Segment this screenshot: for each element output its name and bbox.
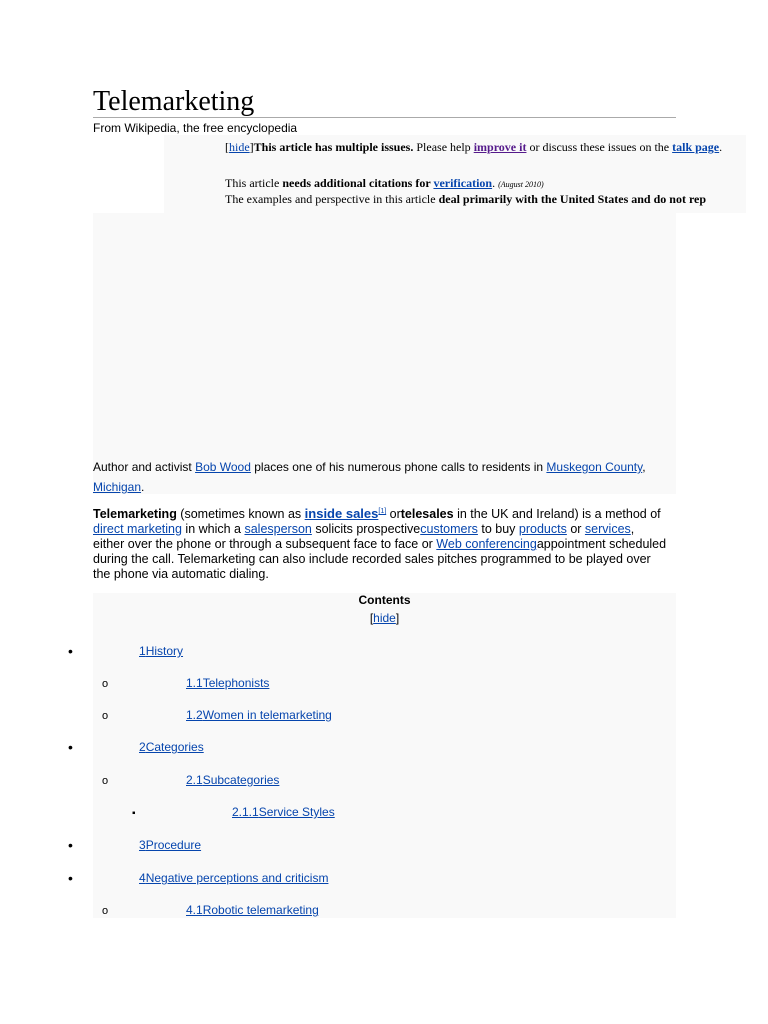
toc-item-robotic-telemarketing[interactable] — [186, 903, 319, 917]
table-of-contents — [93, 593, 676, 918]
web-conferencing-link[interactable]: Web conferencing — [436, 537, 537, 552]
issues-help-text: Please help — [413, 140, 474, 154]
toc-bullet-circle-icon — [102, 903, 108, 918]
lead-t2: or — [386, 507, 401, 522]
lead-t9: appointment scheduled during the call. Telemarketing can also include recorded sales pitches programmed to be played over the phone via automatic dialing. — [93, 537, 667, 582]
customers-link[interactable]: customers — [420, 522, 478, 537]
toc-item-procedure[interactable] — [139, 838, 201, 852]
toc-item-number: 3 — [139, 838, 146, 852]
toc-item-number: 1.2 — [186, 708, 203, 722]
toc-hide-link[interactable]: hide — [373, 611, 396, 625]
caption-end: . — [141, 480, 145, 494]
toc-item-number: 4 — [139, 871, 146, 885]
toc-item-categories[interactable] — [139, 740, 204, 754]
issues-hide-link[interactable]: hide — [229, 140, 250, 154]
toc-bullet-square-icon — [132, 805, 136, 821]
toc-item-history[interactable] — [139, 644, 183, 658]
lead-paragraph — [93, 504, 668, 582]
toc-bullet-disc-icon — [68, 740, 73, 755]
citation-1-link[interactable]: [1] — [378, 508, 387, 515]
michigan-link[interactable]: Michigan — [93, 480, 142, 494]
toc-item-text: Robotic telemarketing — [202, 903, 319, 917]
caption-mid: places one of his numerous phone calls to residents in — [250, 460, 547, 474]
toc-bullet-disc-icon — [68, 871, 73, 886]
toc-item-text: Subcategories — [202, 773, 280, 787]
lead-t3: in the UK and Ireland) is a method of — [453, 507, 661, 522]
toc-item-number: 2 — [139, 740, 146, 754]
toc-bullet-circle-icon — [102, 676, 108, 691]
direct-marketing-link[interactable]: direct marketing — [93, 522, 182, 537]
talk-page-link[interactable]: talk page — [672, 140, 720, 154]
verification-link[interactable]: verification — [433, 176, 493, 190]
image-caption — [93, 457, 653, 497]
lead-t1: (sometimes known as — [176, 507, 305, 522]
issue1-post: . — [492, 176, 499, 190]
issue1-bold: needs additional citations for — [282, 176, 434, 190]
toc-item-number: 2.1 — [186, 773, 203, 787]
issue1-date: (August 2010) — [498, 180, 544, 189]
toc-title: Contents — [358, 593, 411, 607]
toc-item-text: Procedure — [145, 838, 202, 852]
issues-heading: This article has multiple issues. — [253, 140, 414, 154]
toc-hide-toggle — [93, 611, 676, 625]
toc-bullet-disc-icon — [68, 838, 73, 853]
issues-discuss-text: or discuss these issues on the — [526, 140, 673, 154]
issues-period: . — [719, 140, 723, 154]
toc-item-number: 1.1 — [186, 676, 203, 690]
toc-item-text: Service Styles — [258, 805, 335, 819]
toc-item-women-in-telemarketing[interactable] — [186, 708, 332, 722]
toc-item-number: 1 — [139, 644, 146, 658]
lead-t4: in which a — [181, 522, 245, 537]
inside-sales-link[interactable]: inside sales — [304, 506, 379, 522]
tagline: From Wikipedia, the free encyclopedia — [93, 121, 298, 135]
issues-hide-close: ] — [249, 140, 254, 154]
toc-bullet-circle-icon — [102, 773, 108, 788]
caption-pre: Author and activist — [93, 460, 196, 474]
lead-bold-telesales: telesales — [400, 507, 454, 522]
improve-it-link[interactable]: improve it — [473, 140, 527, 154]
toc-bullet-disc-icon — [68, 644, 73, 659]
title-divider — [93, 117, 676, 118]
toc-item-text: Telephonists — [202, 676, 270, 690]
lead-t8: , either over the phone or through a subsequent face to face or — [93, 522, 635, 552]
page-title: Telemarketing — [93, 86, 255, 117]
caption-sep: , — [642, 460, 646, 474]
article-image — [93, 213, 676, 494]
muskegon-county-link[interactable]: Muskegon County — [546, 460, 643, 474]
issue1-pre: This article — [225, 176, 283, 190]
lead-bold-title: Telemarketing — [93, 507, 177, 522]
issues-hide-open: [ — [225, 140, 229, 154]
issue-citations — [225, 176, 544, 192]
issue2-pre: The examples and perspective in this article — [225, 192, 439, 206]
toc-item-negative-perceptions[interactable] — [139, 871, 328, 885]
lead-t5: solicits prospective — [311, 522, 421, 537]
toc-item-number: 2.1.1 — [232, 805, 259, 819]
toc-bullet-circle-icon — [102, 708, 108, 723]
issue2-bold: deal primarily with the United States and do not rep — [438, 192, 707, 206]
issues-header — [225, 140, 725, 154]
toc-item-text: Categories — [145, 740, 204, 754]
toc-item-number: 4.1 — [186, 903, 203, 917]
toc-item-telephonists[interactable] — [186, 676, 269, 690]
toc-item-text: History — [145, 644, 184, 658]
toc-item-subcategories[interactable] — [186, 773, 279, 787]
toc-item-text: Women in telemarketing — [202, 708, 332, 722]
toc-item-text: Negative perceptions and criticism — [145, 871, 329, 885]
toc-hide-close: ] — [395, 611, 400, 625]
lead-t6: to buy — [477, 522, 519, 537]
toc-hide-open: [ — [369, 611, 374, 625]
bob-wood-link[interactable]: Bob Wood — [195, 460, 251, 474]
lead-t7: or — [566, 522, 585, 537]
products-link[interactable]: products — [518, 522, 567, 537]
issue-perspective — [225, 192, 768, 206]
toc-item-service-styles[interactable] — [232, 805, 335, 819]
services-link[interactable]: services — [584, 522, 631, 537]
salesperson-link[interactable]: salesperson — [244, 522, 312, 537]
